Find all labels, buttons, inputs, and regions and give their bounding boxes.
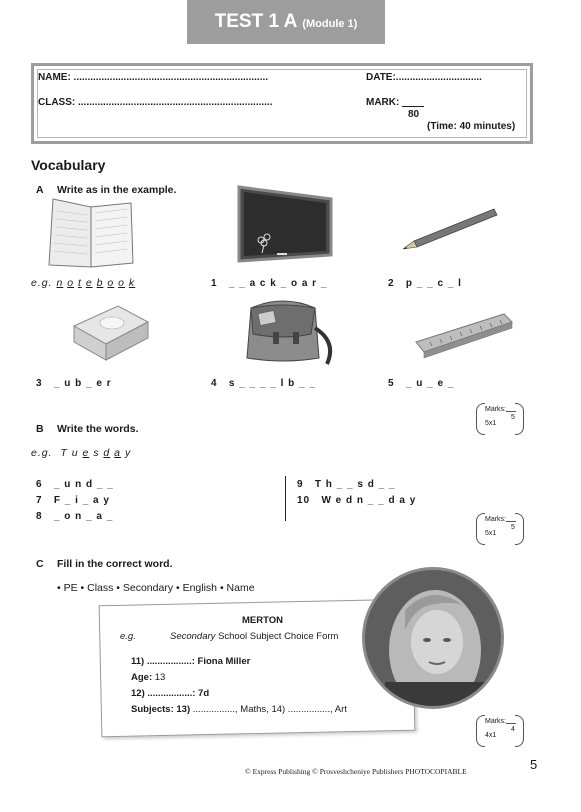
- example-letter: o: [67, 277, 75, 289]
- example-letter: a: [114, 447, 122, 459]
- item-4[interactable]: [211, 378, 316, 389]
- item-word: F _ i _ a y: [53, 495, 110, 506]
- item-3[interactable]: [36, 378, 112, 389]
- student-photo-drawing: [365, 570, 501, 706]
- example-letter: e: [82, 447, 90, 459]
- name-field[interactable]: NAME: ......................................................................: [38, 72, 269, 83]
- form-age-label: Age:: [131, 672, 153, 683]
- form-age-line: [131, 672, 165, 683]
- item-number: 5: [388, 378, 395, 389]
- mark-fraction-line: [402, 106, 424, 107]
- form-line-11[interactable]: 11) .................: Fiona Miller: [131, 656, 251, 667]
- example-letter: b: [96, 277, 104, 289]
- example-prefix: e.g.: [31, 277, 53, 289]
- form-example-prefix: e.g.: [120, 631, 136, 642]
- marks-box-c: [476, 715, 524, 745]
- class-field[interactable]: CLASS: ......................................................................: [38, 97, 273, 108]
- schoolbag-image: [233, 298, 339, 370]
- example-letter: k: [128, 277, 136, 289]
- marks-total: 4: [511, 726, 515, 733]
- section-a-letter: A: [36, 184, 44, 196]
- section-c-title: Fill in the correct word.: [57, 558, 173, 570]
- item-number: 3: [36, 378, 43, 389]
- example-prefix: e.g.: [31, 447, 53, 459]
- ruler-image: [412, 310, 516, 360]
- example-letter: t: [77, 277, 82, 289]
- bracket-left: [476, 513, 485, 545]
- marks-box-a: [476, 403, 524, 433]
- item-6[interactable]: [36, 479, 114, 490]
- example-letter: e: [85, 277, 93, 289]
- example-letter: y: [124, 447, 132, 459]
- marks-multiplier: 4x1: [485, 732, 497, 739]
- item-9[interactable]: [297, 479, 396, 490]
- bracket-left: [476, 715, 485, 747]
- item-word: _ _ a c k _ o a r _: [228, 278, 328, 289]
- section-b-title: Write the words.: [57, 423, 139, 435]
- item-number: 10: [297, 495, 311, 506]
- item-7[interactable]: [36, 495, 110, 506]
- form-age-value: 13: [154, 672, 166, 683]
- bracket-right: [515, 513, 524, 545]
- form-subtitle-rest: School Subject Choice Form: [218, 631, 339, 642]
- blackboard-image: [237, 185, 333, 263]
- rubber-image: [70, 302, 152, 364]
- copyright-footer: © Express Publishing © Prosveshcheniye Publishers PHOTOCOPIABLE: [245, 767, 467, 776]
- marks-multiplier: 5x1: [485, 420, 497, 427]
- form-subjects-rest: ................, Maths, 14) ................, Art: [192, 704, 347, 715]
- form-line-12[interactable]: 12) .................: 7d: [131, 688, 210, 699]
- example-letter: o: [118, 277, 125, 289]
- item-number: 7: [36, 495, 43, 506]
- item-1[interactable]: [211, 278, 327, 289]
- section-b-letter: B: [36, 423, 44, 435]
- item-number: 8: [36, 511, 43, 522]
- marks-label: Marks:: [485, 516, 506, 523]
- marks-line: [506, 411, 516, 412]
- vocabulary-heading: Vocabulary: [31, 157, 106, 173]
- item-number: 6: [36, 479, 43, 490]
- form-subtitle-example-word: Secondary: [170, 631, 216, 642]
- marks-label: Marks:: [485, 406, 506, 413]
- marks-total: 5: [511, 524, 515, 531]
- item-number: 2: [388, 278, 395, 289]
- bracket-right: [515, 403, 524, 435]
- item-number: 1: [211, 278, 218, 289]
- item-5[interactable]: [388, 378, 454, 389]
- module-label: (Module 1): [302, 17, 358, 30]
- item-word: _ u _ e _: [405, 378, 455, 389]
- form-title: MERTON: [242, 615, 283, 626]
- marks-line: [506, 723, 516, 724]
- item-number: 4: [211, 378, 218, 389]
- marks-multiplier: 5x1: [485, 530, 497, 537]
- test-title: TEST 1 A: [214, 11, 298, 32]
- example-letter: s: [93, 447, 100, 459]
- item-number: 9: [297, 479, 304, 490]
- pencil-image: [400, 205, 498, 253]
- mark-label: MARK:: [366, 97, 400, 108]
- item-word: _ u b _ e r: [53, 378, 112, 389]
- page-number: 5: [530, 757, 538, 772]
- bracket-right: [515, 715, 524, 747]
- mark-total: 80: [408, 109, 420, 120]
- item-word: W e d n _ _ d a y: [321, 495, 417, 506]
- example-letter: n: [56, 277, 64, 289]
- date-field[interactable]: DATE:...............................: [366, 72, 482, 83]
- form-subjects-line[interactable]: [131, 704, 347, 715]
- marks-line: [506, 521, 516, 522]
- section-c-letter: C: [36, 558, 44, 570]
- column-divider: [285, 476, 286, 521]
- word-bank: • PE • Class • Secondary • English • Name: [57, 582, 255, 594]
- item-2[interactable]: [388, 278, 462, 289]
- section-a-title: Write as in the example.: [57, 184, 177, 196]
- example-letter: T: [60, 447, 68, 459]
- marks-box-b: [476, 513, 524, 543]
- example-letter: o: [107, 277, 115, 289]
- form-subjects-label: Subjects: 13): [131, 704, 191, 715]
- item-word: T h _ _ s d _ _: [314, 479, 396, 490]
- bracket-left: [476, 403, 485, 435]
- notebook-image: [45, 197, 137, 269]
- item-8[interactable]: [36, 511, 113, 522]
- section-a-example: [31, 277, 135, 289]
- item-word: s _ _ _ _ l b _ _: [228, 378, 316, 389]
- test-title-banner: [187, 0, 385, 44]
- item-word: p _ _ c _ l: [405, 278, 462, 289]
- form-subtitle: [170, 631, 338, 642]
- example-letter: d: [103, 447, 111, 459]
- item-word: _ o n _ a _: [53, 511, 114, 522]
- item-word: _ u n d _ _: [53, 479, 114, 490]
- time-label: (Time: 40 minutes): [427, 121, 516, 132]
- example-letter: u: [71, 447, 79, 459]
- item-10[interactable]: [297, 495, 416, 506]
- section-b-example: [31, 447, 131, 459]
- marks-total: 5: [511, 414, 515, 421]
- marks-label: Marks:: [485, 718, 506, 725]
- student-photo: [362, 567, 504, 709]
